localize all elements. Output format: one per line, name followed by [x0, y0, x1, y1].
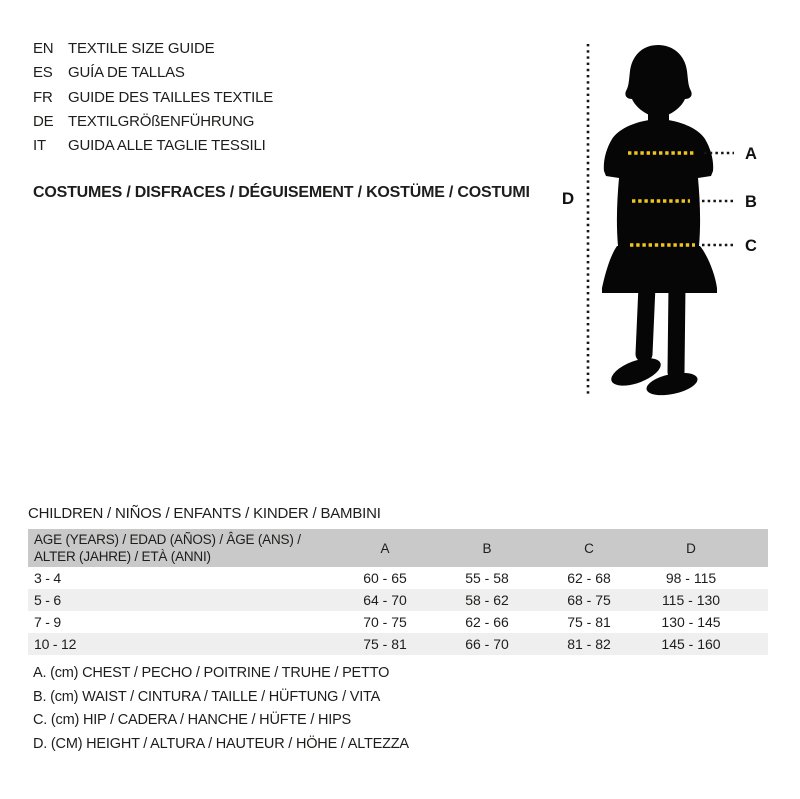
height-label: D: [561, 189, 575, 208]
age-header-line2: ALTER (JAHRE) / ETÀ (ANNI): [34, 549, 211, 564]
chest-cell: 60 - 65: [363, 570, 407, 586]
lang-label: GUIDE DES TAILLES TEXTILE: [68, 88, 274, 106]
height-cell: 98 - 115: [665, 570, 717, 586]
category-title: COSTUMES / DISFRACES / DÉGUISEMENT / KOSTÜME / COSTUMI: [33, 184, 530, 201]
age-cell: 7 - 9: [34, 614, 62, 630]
table-title: CHILDREN / NIÑOS / ENFANTS / KINDER / BAMBINI: [28, 505, 381, 522]
legend-item-chest: A. (cm) CHEST / PECHO / POITRINE / TRUHE / PETTO: [33, 665, 390, 681]
lang-row-it: [33, 134, 273, 158]
silhouette-right-leg: [676, 286, 677, 372]
silhouette-left-leg: [644, 286, 647, 354]
silhouette-head: [625, 45, 691, 116]
chest-cell: 70 - 75: [363, 614, 407, 630]
height-cell: 145 - 160: [661, 636, 721, 652]
hip-cell: 68 - 75: [567, 592, 611, 608]
measurement-figure: [555, 38, 785, 400]
height-cell: 130 - 145: [661, 614, 721, 630]
age-header-line1: AGE (YEARS) / EDAD (AÑOS) / ÂGE (ANS) /: [34, 531, 301, 547]
waist-cell: 58 - 62: [465, 592, 509, 608]
waist-cell: 62 - 66: [465, 614, 509, 630]
waist-cell: 66 - 70: [465, 636, 509, 652]
col-header-a: A: [380, 540, 390, 556]
hip-cell: 75 - 81: [567, 614, 611, 630]
child-silhouette: [602, 45, 717, 399]
lang-row-fr: [33, 86, 273, 110]
height-cell: 115 - 130: [661, 592, 721, 608]
child-silhouette-diagram: [555, 38, 785, 400]
legend-item-waist: B. (cm) WAIST / CINTURA / TAILLE / HÜFTUNG / VITA: [33, 688, 381, 705]
lang-row-de: [33, 110, 273, 134]
lang-label: GUIDA ALLE TAGLIE TESSILI: [68, 137, 266, 155]
legend-item-hip: C. (cm) HIP / CADERA / HANCHE / HÜFTE / HIPS: [33, 712, 352, 729]
hip-cell: 81 - 82: [567, 636, 611, 652]
lang-code: FR: [33, 88, 53, 106]
lang-code: DE: [33, 112, 54, 130]
table-row: [28, 567, 768, 589]
age-cell: 3 - 4: [34, 570, 62, 586]
table-row: [28, 633, 768, 655]
lang-label: TEXTILGRÖßENFÜHRUNG: [68, 112, 255, 130]
lang-code: EN: [33, 40, 54, 57]
legend-item-height: D. (CM) HEIGHT / ALTURA / HAUTEUR / HÖHE / ALTEZZA: [33, 736, 409, 753]
table-row: [28, 611, 768, 633]
col-header-d: D: [686, 540, 696, 556]
lang-row-en: [33, 37, 273, 61]
table-row: [28, 589, 768, 611]
silhouette-shorts: [602, 246, 717, 293]
hip-label: C: [745, 237, 757, 255]
silhouette-shirt: [604, 120, 713, 250]
lang-label: TEXTILE SIZE GUIDE: [68, 40, 215, 57]
lang-code: IT: [33, 137, 46, 155]
lang-row-es: [33, 61, 273, 85]
age-header-cell: [28, 531, 334, 566]
col-header-b: B: [482, 540, 492, 556]
age-cell: 5 - 6: [34, 592, 62, 608]
chest-cell: 64 - 70: [363, 592, 407, 608]
waist-label: B: [745, 193, 757, 211]
hip-cell: 62 - 68: [567, 570, 611, 586]
table-header-row: [28, 529, 768, 567]
waist-cell: 55 - 58: [465, 570, 509, 586]
lang-code: ES: [33, 64, 53, 82]
chest-cell: 75 - 81: [363, 636, 407, 652]
age-cell: 10 - 12: [34, 636, 77, 652]
size-table: [28, 529, 768, 655]
col-header-c: C: [584, 540, 594, 556]
measurement-legend: [33, 662, 409, 757]
chest-label: A: [745, 145, 757, 163]
lang-label: GUÍA DE TALLAS: [68, 64, 185, 82]
language-title-list: [33, 37, 273, 158]
